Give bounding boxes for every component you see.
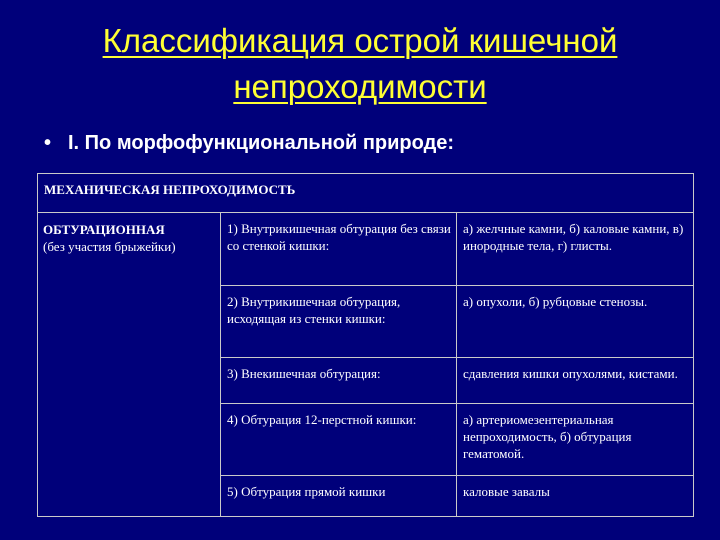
table-row-5-type: 5) Обтурация прямой кишки — [221, 476, 457, 516]
table-row-3-type: 3) Внекишечная обтурация: — [221, 358, 457, 404]
table-row-3-causes: сдавления кишки опухолями, кистами. — [457, 358, 693, 404]
title-line-2: непроходимости — [233, 68, 487, 105]
category-cell — [38, 213, 221, 516]
table-row-4-type: 4) Обтурация 12-перстной кишки: — [221, 404, 457, 476]
slide-title — [0, 18, 720, 110]
table-row-1-type: 1) Внутрикишечная обтурация без связи со стенкой кишки: — [221, 213, 457, 286]
table-header: МЕХАНИЧЕСКАЯ НЕПРОХОДИМОСТЬ — [38, 174, 693, 213]
table-row-2-causes: а) опухоли, б) рубцовые стенозы. — [457, 286, 693, 358]
table-row-4-causes: а) артериомезентериальная непроходимость, б) обтурация гематомой. — [457, 404, 693, 476]
table-row-2-type: 2) Внутрикишечная обтурация, исходящая из стенки кишки: — [221, 286, 457, 358]
section-bullet — [44, 132, 454, 155]
table-row-5-causes: каловые завалы — [463, 484, 550, 499]
category-note: (без участия брыжейки) — [43, 239, 176, 254]
bullet-marker: • — [44, 132, 52, 154]
section-heading: I. По морфофункциональной природе: — [68, 132, 455, 154]
category-label: ОБТУРАЦИОННАЯ — [43, 222, 165, 237]
title-line-1: Классификация острой кишечной — [102, 22, 618, 59]
table-row-1-causes: а) желчные камни, б) каловые камни, в) инородные тела, г) глисты. — [457, 213, 693, 286]
classification-table — [37, 173, 694, 517]
